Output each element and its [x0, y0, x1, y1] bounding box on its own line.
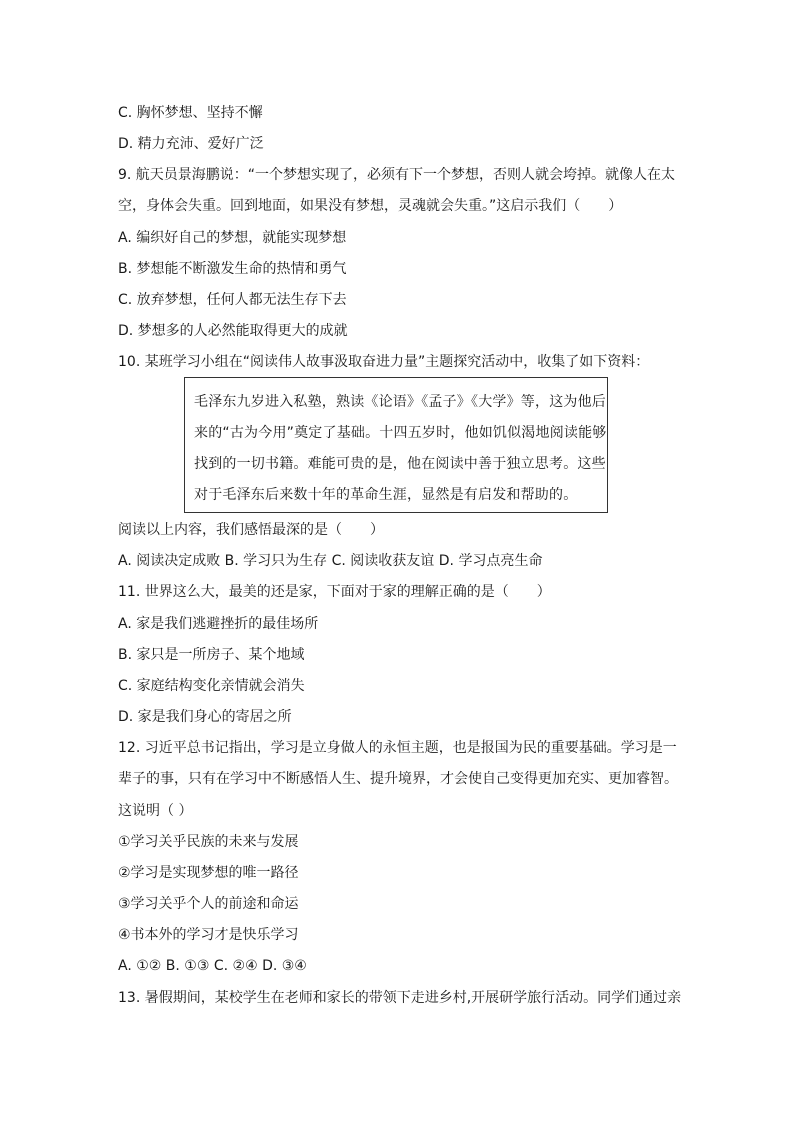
material-line: 对于毛泽东后来数十年的革命生涯，显然是有启发和帮助的。 [194, 487, 578, 503]
question-9-stem-line1: 9. 航天员景海鹏说：“一个梦想实现了，必须有下一个梦想，否则人就会垮掉。就像人在太 [118, 167, 676, 183]
material-line: 找到的一切书籍。难能可贵的是，他在阅读中善于独立思考。这些 [194, 456, 606, 472]
option-d-q8: D. 精力充沛、爱好广泛 [118, 136, 264, 152]
statement-2-q12: ②学习是实现梦想的唯一路径 [118, 865, 299, 881]
question-12-options: A. ①② B. ①③ C. ②④ D. ③④ [118, 958, 307, 974]
statement-4-q12: ④书本外的学习才是快乐学习 [118, 927, 299, 943]
option-c-q9: C. 放弃梦想，任何人都无法生存下去 [118, 292, 347, 308]
question-12-stem-line1: 12. 习近平总书记指出，学习是立身做人的永恒主题，也是报国为民的重要基础。学习是一 [118, 740, 677, 756]
question-12-stem-line3: 这说明（ ） [118, 803, 193, 819]
question-9-stem-line2: 空，身体会失重。回到地面，如果没有梦想，灵魂就会失重。”这启示我们（ ） [118, 198, 623, 214]
statement-1-q12: ①学习关乎民族的未来与发展 [118, 834, 299, 850]
material-line: 来的“古为今用”奠定了基础。十四五岁时，他如饥似渴地阅读能够 [194, 425, 607, 441]
option-c-q8: C. 胸怀梦想、坚持不懈 [118, 105, 263, 121]
option-d-q9: D. 梦想多的人必然能取得更大的成就 [118, 323, 348, 339]
option-d-q11: D. 家是我们身心的寄居之所 [118, 709, 292, 725]
question-12-stem-line2: 辈子的事，只有在学习中不断感悟人生、提升境界，才会使自己变得更加充实、更加睿智。 [118, 771, 678, 787]
question-11-stem: 11. 世界这么大，最美的还是家，下面对于家的理解正确的是（ ） [118, 584, 551, 600]
question-10-options: A. 阅读决定成败 B. 学习只为生存 C. 阅读收获友谊 D. 学习点亮生命 [118, 553, 543, 569]
option-b-q11: B. 家只是一所房子、某个地域 [118, 647, 305, 663]
option-c-q11: C. 家庭结构变化亲情就会消失 [118, 678, 305, 694]
option-b-q9: B. 梦想能不断激发生命的热情和勇气 [118, 261, 347, 277]
reading-material-box [184, 377, 608, 513]
option-a-q9: A. 编织好自己的梦想，就能实现梦想 [118, 230, 347, 246]
statement-3-q12: ③学习关乎个人的前途和命运 [118, 896, 299, 912]
question-13-stem: 13. 暑假期间，某校学生在老师和家长的带领下走进乡村,开展研学旅行活动。同学们通过亲 [118, 990, 682, 1006]
option-a-q11: A. 家是我们逃避挫折的最佳场所 [118, 616, 319, 632]
material-line: 毛泽东九岁进入私塾，熟读《论语》《孟子》《大学》等，这为他后 [194, 394, 606, 410]
question-10-prompt: 阅读以上内容，我们感悟最深的是（ ） [118, 522, 384, 538]
question-10-stem: 10. 某班学习小组在“阅读伟人故事汲取奋进力量”主题探究活动中，收集了如下资料： [118, 354, 650, 370]
